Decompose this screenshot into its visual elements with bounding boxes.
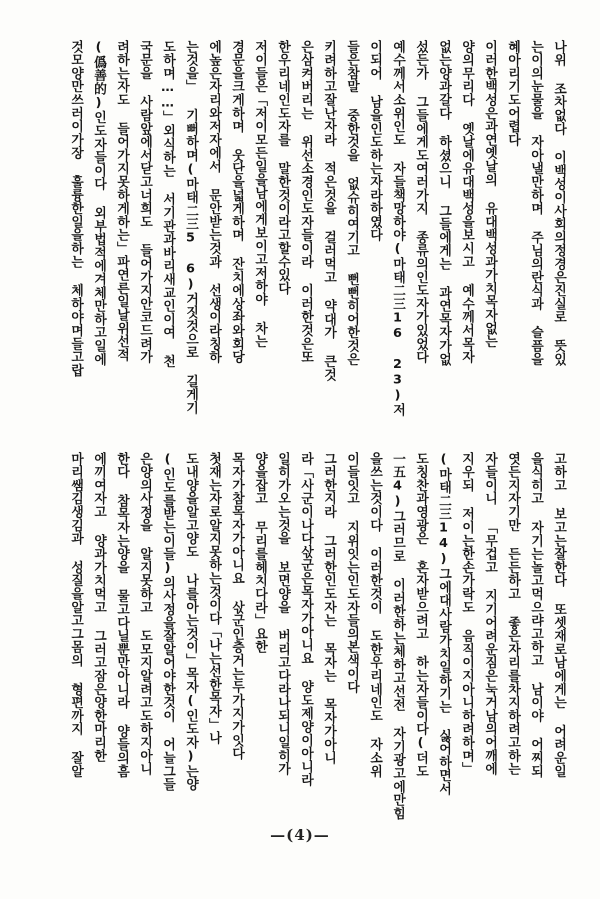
text-column: 예수께서소위인도 자들책망하야(마태二三16 23)저 bbox=[390, 40, 405, 417]
text-column: 나위 조차없다 이백성이사회의정경은진실로 뜻있 bbox=[551, 40, 566, 366]
text-column: 려하는자도 들어가지못하게하는」파연른일날위선적 bbox=[114, 40, 129, 362]
text-column: 키려하고잘난자라 적은것을 걸러먹고 약대가 큰것 bbox=[321, 40, 336, 382]
top-text-block bbox=[58, 40, 564, 448]
text-column: 없는양과갈다 하셨으니 그들에게는 과연목자가없 bbox=[436, 40, 451, 366]
page-number: —(4)— bbox=[270, 826, 330, 844]
text-column: 고하고 보고는잘한다 또셋재로남에게는 어려운일 bbox=[551, 452, 566, 778]
text-column: 도하며……」외식하는 서기관과바리새교인이여 천 bbox=[160, 40, 175, 368]
text-column: 라「사군이나다삯군은목자가아니요 양도제양이아니라 bbox=[298, 452, 313, 787]
text-column: 일히가오는것을 보면양을 버리고다라나되니일히가 bbox=[275, 452, 290, 776]
text-column: 도칭찬과영광은 혼자받으려고 하는자들이다(더도 bbox=[413, 452, 428, 778]
text-column: 지우되 저이는한손가락도 음직이지아니하려하며」 bbox=[459, 452, 474, 776]
text-column: (마태二三14)그에대사람가치일하기는 싫어하면서 bbox=[436, 452, 451, 796]
text-column: 들은참말 중한것을 없슈히여기고 뻔뻔히어한것은 bbox=[344, 40, 359, 366]
text-column: 은양의사정을 알지못하고 도모지알려고도하지아니 bbox=[137, 452, 152, 776]
text-column: 는이의눈물을 자아낼만하며 주님의란식과 슬픔을 bbox=[528, 40, 543, 366]
bottom-text-block bbox=[58, 452, 564, 832]
text-column: 저이들은「저이모든일을남에게보이고저하야 차는 bbox=[252, 40, 267, 349]
text-column: 경문을크게하며 웃단을넓게하며 잔치에상좌와회당 bbox=[229, 40, 244, 364]
text-column: (僞善的)인도자들이다 외부법적에겨체만하고일에 bbox=[91, 40, 106, 366]
text-column: 것모양만쓰러이가장 훌륭한일을하는 체하야며들고랍 bbox=[68, 40, 83, 377]
text-column: 목자가참목자가아니요 삯군인층거는두가지가잇다 bbox=[229, 452, 244, 761]
text-column: 한우리네인도자를 말한것이라고할수있다 bbox=[275, 40, 290, 295]
text-column: 자들이니 「무겁고 지기어려운짐은눅거남의어깨에 bbox=[482, 452, 497, 776]
text-column: 에높은자리와저자에서 문안받는것과 선생이라칭하 bbox=[206, 40, 221, 364]
text-column: 한다 참목자는양을 물고다닐뿐만아니라 양들의흠 bbox=[114, 452, 129, 778]
text-column: 이되어 남을인도하는자라하였다 bbox=[367, 40, 382, 242]
text-column: 그러한지라 그러한인도자는 목자는 목자가아니 bbox=[321, 452, 336, 765]
text-column: 혜아리기도어렵다 bbox=[505, 40, 520, 147]
text-column: 국문을 사람앞에서닫고너희도 들어가지안코드려가 bbox=[137, 40, 152, 364]
text-column: 一五4)그러므로 이러한하는체하고선전 자기광고에만힘 bbox=[390, 452, 405, 820]
text-column: (인도를받는이들)의사정을잘알어야한것이 어늘그들 bbox=[160, 452, 175, 792]
text-column: 섰든가 그들에게도여러가지 종류의인도자가있었다 bbox=[413, 40, 428, 364]
text-column: 양의무리다 옛날에유대백성을보시고 예수께서목자 bbox=[459, 40, 474, 364]
text-column: 첫재는자로알지못하는것이다「나는선한목자」나 bbox=[206, 452, 221, 745]
text-column: 은삼켜버리는 위선소경인도자들이라 이러한것은또 bbox=[298, 40, 313, 364]
text-column: 양을잡고 무리를헤치다라」요한 bbox=[252, 452, 267, 654]
text-column: 는것을」 기뻐하며(마태二三5 6)거짓것으로 길게기 bbox=[183, 40, 198, 415]
text-column: 이러한백성은과연옛날의 유대백성과가치목자없는 bbox=[482, 40, 497, 349]
text-column: 마리쌤김생김과 성질을알고그몸의 형편까지 잘알 bbox=[68, 452, 83, 778]
text-column: 도내양을알고양도 나를아는것이」목자(인도자)는양 bbox=[183, 452, 198, 792]
text-column: 을쓰는것이다 이러한것이 도한우리네인도 자소위 bbox=[367, 452, 382, 778]
text-column: 을식히고 자기는놀고먹으랴고하고 남이야 어찌되 bbox=[528, 452, 543, 778]
text-column: 에끼여자고 양과가치먹고 그러고잠은양한마리한 bbox=[91, 452, 106, 763]
text-column: 엿든지자기만 든든하고 좋은자리를차지하려고하는 bbox=[505, 452, 520, 776]
text-column: 이들잇고 지위잇는인도자들의본색이다 bbox=[344, 452, 359, 694]
